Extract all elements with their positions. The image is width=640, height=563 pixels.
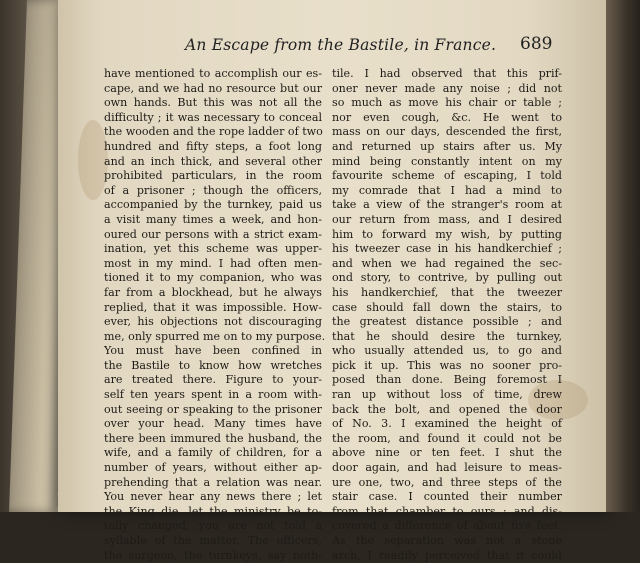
text-line: nor even cough, &c. He went to: [332, 110, 562, 124]
text-line: ran up without loss of time, drew: [332, 388, 562, 402]
text-line: are treated there. Figure to your-: [104, 373, 322, 387]
text-line: own hands. But this was not all the: [104, 96, 322, 110]
running-title: An Escape from the Bastile, in France.: [185, 36, 497, 54]
text-line: most in my mind. I had often men-: [104, 256, 322, 270]
text-line: self ten years spent in a room with-: [104, 388, 322, 402]
text-line: syllable of the matter. The officers,: [104, 534, 322, 547]
text-line: the surgeon, the turnkeys, say noth-: [104, 548, 322, 562]
text-line: tile. I had observed that this prif-: [332, 67, 562, 80]
text-line: above nine or ten feet. I shut the: [332, 446, 562, 460]
text-line: hundred and fifty steps, a foot long: [104, 139, 322, 153]
text-line: mind being constantly intent on my: [332, 154, 562, 168]
text-line: ever, his objections not discouraging: [104, 315, 322, 329]
text-line: from that chamber to ours ; and dis-: [332, 504, 562, 518]
text-line: the room, and found it could not be: [332, 431, 562, 445]
text-line: covered a difference of about five feet.: [332, 519, 562, 533]
text-line: door again, and had leisure to meas-: [332, 461, 562, 475]
text-line: You never hear any news there ; let: [104, 490, 322, 504]
text-line: that he should desire the turnkey,: [332, 329, 562, 343]
text-line: who usually attended us, to go and: [332, 344, 562, 358]
text-line: tally changed, you are not told a: [104, 519, 322, 533]
text-line: of a prisoner ; though the officers,: [104, 183, 322, 197]
text-line: a visit many times a week, and hon-: [104, 212, 322, 226]
text-line: our return from mass, and I desired: [332, 212, 562, 226]
text-line: the wooden and the rope ladder of two: [104, 125, 323, 139]
text-line: his handkerchief, that the tweezer: [332, 285, 562, 299]
text-line: oner never made any noise ; did not: [332, 81, 562, 95]
text-line: tioned it to my companion, who was: [104, 271, 322, 285]
text-line: favourite scheme of escaping, I told: [332, 169, 562, 183]
text-line: out seeing or speaking to the prisoner: [104, 402, 322, 416]
text-line: cape, and we had no resource but our: [104, 81, 322, 95]
text-line: difficulty ; it was necessary to conceal: [104, 110, 322, 124]
text-line: You must have been confined in: [104, 344, 322, 358]
text-line: mass on our days, descended the first,: [332, 125, 562, 139]
text-line: his tweezer case in his handkerchief ;: [332, 242, 562, 256]
text-line: As the separation was not a stone: [332, 534, 562, 547]
text-line: the greatest distance possible ; and: [332, 315, 562, 329]
text-line: prehending that a relation was near.: [104, 475, 322, 489]
text-line: the Bastile to know how wretches: [104, 358, 322, 372]
text-line: of No. 3. I examined the height of: [332, 417, 562, 431]
page-number: 689: [520, 34, 553, 54]
text-line: my comrade that I had a mind to: [332, 183, 562, 197]
text-line: ination, yet this scheme was upper-: [104, 242, 322, 256]
text-line: and an inch thick, and several other: [104, 154, 322, 168]
text-line: and when we had regained the sec-: [332, 256, 562, 270]
text-line: wife, and a family of children, for a: [104, 446, 322, 460]
text-line: far from a blockhead, but he always: [104, 285, 322, 299]
right-text-column: [332, 67, 562, 563]
text-line: ond story, to contrive, by pulling out: [332, 271, 562, 285]
text-line: take a view of the stranger's room at: [332, 198, 562, 212]
text-line: the King die, let the ministry be to-: [104, 504, 322, 518]
background-dark-edge: [606, 0, 640, 512]
text-line: him to forward my wish, by putting: [332, 227, 562, 241]
text-line: number of years, without either ap-: [104, 461, 322, 475]
left-text-column: [104, 67, 326, 563]
text-line: posed than done. Being foremost I: [332, 373, 562, 387]
text-line: and returned up stairs after us. My: [332, 139, 562, 153]
text-line: there been immured the husband, the: [104, 431, 322, 445]
text-line: oured our persons with a strict exam-: [104, 227, 322, 241]
text-line: back the bolt, and opened the door: [332, 402, 562, 416]
text-line: arch, I readily perceived that it could: [332, 548, 562, 562]
text-line: case should fall down the stairs, to: [332, 300, 562, 314]
text-line: pick it up. This was no sooner pro-: [332, 358, 562, 372]
text-line: accompanied by the turnkey, paid us: [104, 198, 322, 212]
text-line: me, only spurred me on to my purpose.: [104, 329, 326, 343]
text-line: stair case. I counted their number: [332, 490, 562, 504]
text-line: ure one, two, and three steps of the: [332, 475, 562, 489]
text-line: prohibited particulars, in the room: [104, 169, 322, 183]
text-line: replied, that it was impossible. How-: [104, 300, 322, 314]
text-line: so much as move his chair or table ;: [332, 96, 562, 110]
text-line: have mentioned to accomplish our es-: [104, 67, 322, 80]
text-line: over your head. Many times have: [104, 417, 322, 431]
